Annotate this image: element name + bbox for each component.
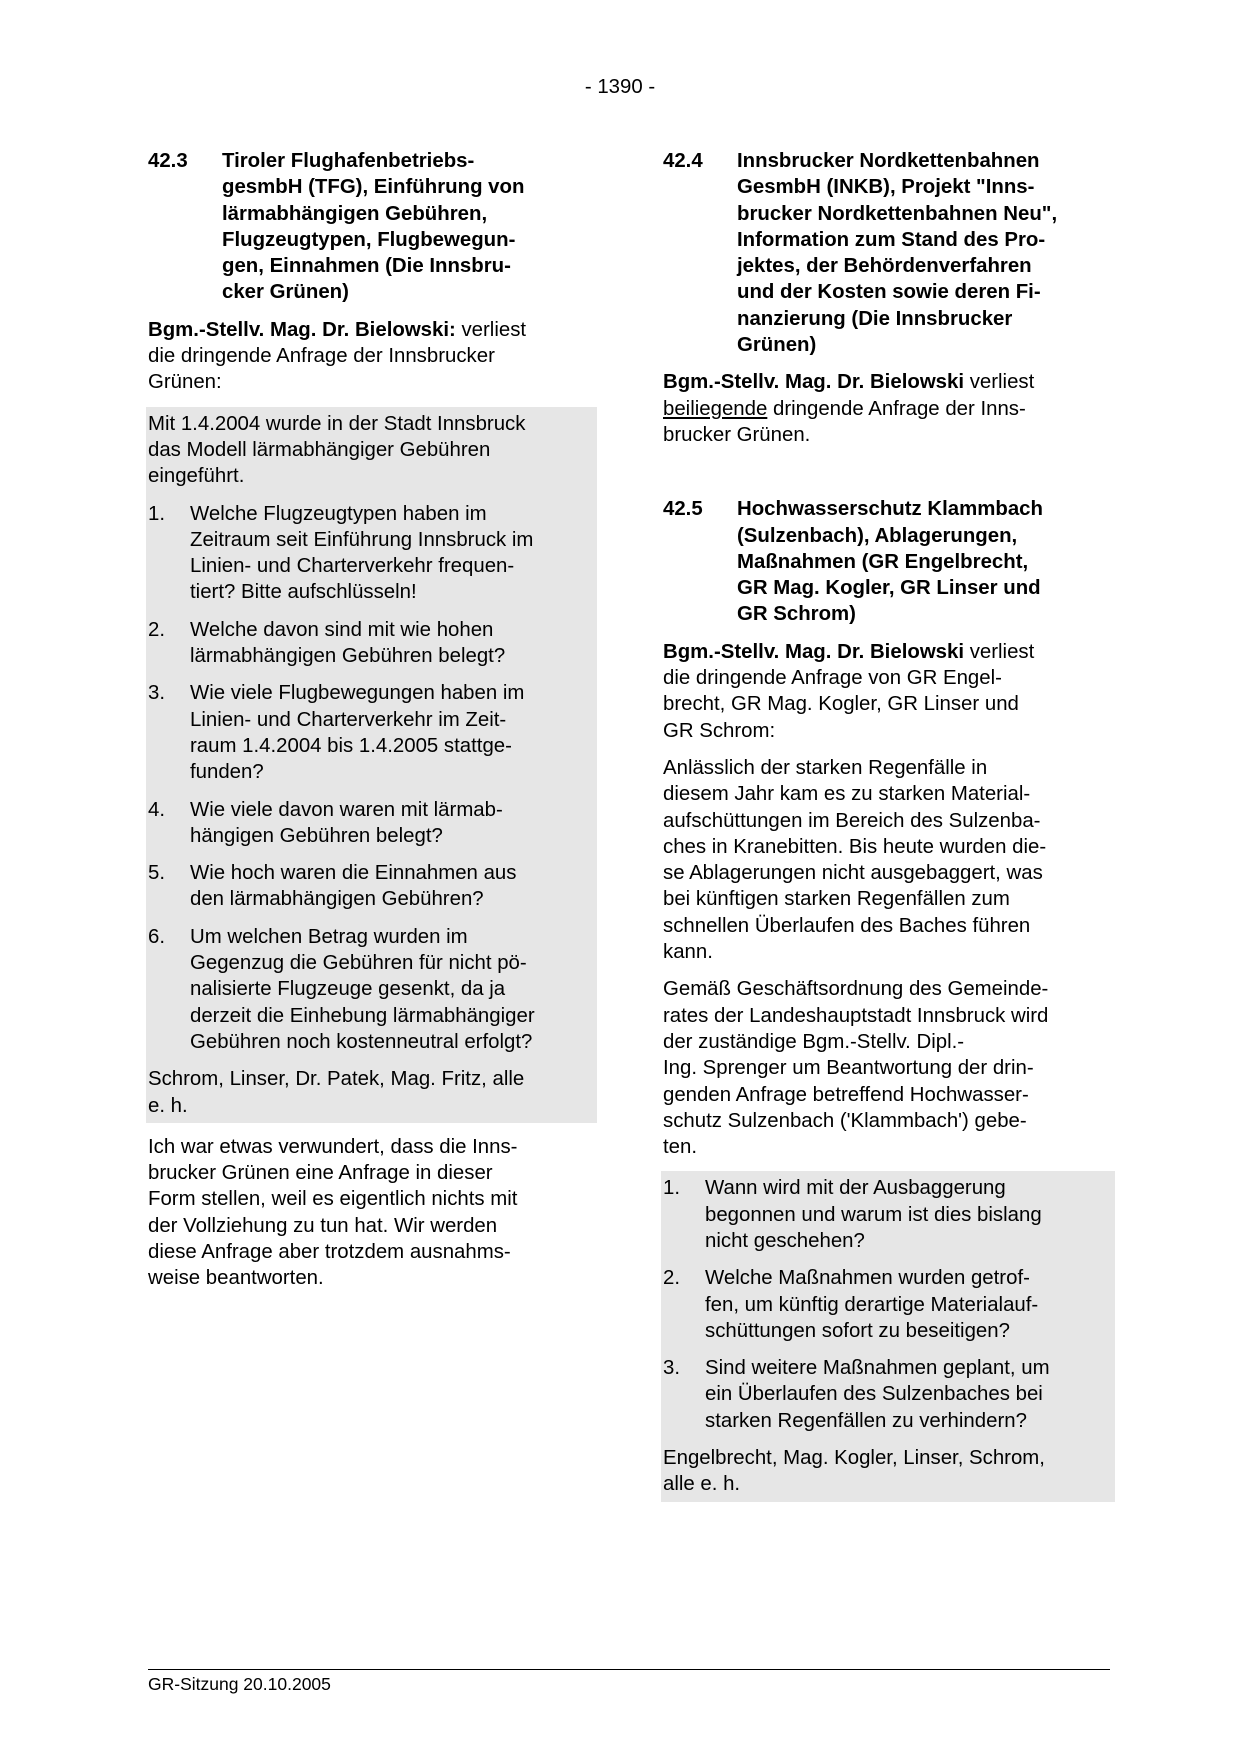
question-number: 3.: [148, 682, 166, 705]
inquiry-intro: Mit 1.4.2004 wurde in der Stadt Innsbruck das Modell lärmabhängiger Gebühren eingeführt.: [148, 412, 526, 488]
question-text: Welche Flugzeugtypen haben im Zeitraum seit Einführung Innsbruck im Linien- und Charterverkehr frequen- tiert? Bitte aufschlüsseln!: [190, 502, 534, 604]
question-number: 1.: [148, 502, 166, 525]
page-number: - 1390 -: [584, 76, 656, 98]
question-text: Wie viele Flugbewegungen haben im Linien- und Charterverkehr im Zeit- raum 1.4.2004 bis 1.4.2005 stattge- funden?: [190, 682, 525, 784]
section-heading-42-5: [663, 496, 1111, 627]
question-item: [148, 924, 593, 1055]
intro-paragraph: Bgm.-Stellv. Mag. Dr. Bielowski verliest beiliegende dringende Anfrage der Inns- brucker Grünen.: [663, 371, 1035, 446]
question-item: [148, 860, 593, 913]
question-text: Welche davon sind mit wie hohen lärmabhängigen Gebühren belegt?: [190, 618, 506, 668]
speaker-name: Bgm.-Stellv. Mag. Dr. Bielowski:: [148, 318, 456, 341]
underlined-word: beiliegende: [663, 397, 768, 420]
question-number: 6.: [148, 925, 166, 948]
section-number: 42.5: [663, 498, 703, 521]
right-column: [663, 148, 1111, 1513]
section-title: Hochwasserschutz Klammbach (Sulzenbach), Ablagerungen, Maßnahmen (GR Engelbrecht, GR Mag. Kogler, GR Linser und GR Schrom): [737, 498, 1043, 626]
section-title: Innsbrucker Nordkettenbahnen GesmbH (INKB), Projekt "Inns- brucker Nordkettenbahnen Neu", Information zum Stand des Pro- jektes, der Behördenverfahren und der Kosten sowie deren Fi- nanzierung (Die Innsbrucker Grünen): [737, 150, 1058, 357]
section-title: Tiroler Flughafenbetriebs- gesmbH (TFG), Einführung von lärmabhängigen Gebühren, Flugzeugtypen, Flugbewegun- gen, Einnahmen (Die Innsbru- cker Grünen): [222, 150, 525, 304]
question-text: Wie hoch waren die Einnahmen aus den lärmabhängigen Gebühren?: [190, 862, 517, 911]
section-number: 42.3: [148, 150, 188, 172]
question-number: 5.: [148, 862, 166, 885]
question-item: [148, 797, 593, 850]
question-text: Wann wird mit der Ausbaggerung begonnen und warum ist dies bislang nicht geschehen?: [705, 1177, 1042, 1252]
question-number: 2.: [663, 1267, 681, 1290]
left-column: [148, 148, 593, 1303]
question-text: Um welchen Betrag wurden im Gegenzug die Gebühren für nicht pö- nalisierte Flugzeuge gesenkt, da ja derzeit die Einhebung lärmabhängiger Gebühren noch kostenneutral erfolgt?: [190, 925, 535, 1053]
question-number: 4.: [148, 798, 166, 821]
answer-paragraph: Ich war etwas verwundert, dass die Inns- brucker Grünen eine Anfrage in dieser Form stellen, weil es eigentlich nichts mit der Vollziehung zu tun hat. Wir werden diese Anfrage aber trotzdem ausnahms- weise beantworten.: [148, 1135, 518, 1290]
section-heading-42-3: [148, 148, 593, 306]
question-number: 3.: [663, 1357, 681, 1380]
question-item: [663, 1355, 1111, 1434]
section-heading-42-4: [663, 148, 1111, 358]
inquiry-paragraph: Anlässlich der starken Regenfälle in diesem Jahr kam es zu starken Material- aufschüttungen im Bereich des Sulzenba- ches in Kranebitten. Bis heute wurden die- se Ablagerungen nicht ausgebaggert, was bei künftigen starken Regenfällen zum schnellen Überlaufen des Baches führen kann.: [663, 756, 1047, 964]
speaker-name: Bgm.-Stellv. Mag. Dr. Bielowski: [663, 640, 965, 663]
inquiry-paragraph: Gemäß Geschäftsordnung des Gemeinde- rates der Landeshauptstadt Innsbruck wird der zuständige Bgm.-Stellv. Dipl.- Ing. Sprenger um Beantwortung der drin- genden Anfrage betreffend Hochwasser- schutz Sulzenbach ('Klammbach') gebe- ten.: [663, 978, 1049, 1159]
question-text: Wie viele davon waren mit lärmab- hängigen Gebühren belegt?: [190, 798, 503, 847]
inquiry-box: [146, 407, 597, 1123]
section-spacer: [663, 459, 1111, 496]
question-item: [663, 1265, 1111, 1344]
signatures: Engelbrecht, Mag. Kogler, Linser, Schrom, alle e. h.: [663, 1447, 1045, 1496]
section-number: 42.4: [663, 150, 703, 172]
question-text: Welche Maßnahmen wurden getrof- fen, um künftig derartige Materialauf- schüttungen sofort zu beseitigen?: [705, 1267, 1039, 1342]
question-item: [148, 680, 593, 785]
question-number: 2.: [148, 618, 166, 641]
intro-paragraph: Bgm.-Stellv. Mag. Dr. Bielowski verliest die dringende Anfrage von GR Engel- brecht, GR Mag. Kogler, GR Linser und GR Schrom:: [663, 640, 1035, 742]
question-item: [663, 1175, 1111, 1254]
speaker-name: Bgm.-Stellv. Mag. Dr. Bielowski: [663, 371, 965, 394]
footer-session-date: GR-Sitzung 20.10.2005: [148, 1674, 331, 1694]
footer-divider: [148, 1669, 1110, 1670]
intro-paragraph: Bgm.-Stellv. Mag. Dr. Bielowski: verliest die dringende Anfrage der Innsbrucker Grünen:: [148, 318, 527, 394]
question-item: [148, 617, 593, 670]
question-text: Sind weitere Maßnahmen geplant, um ein Überlaufen des Sulzenbaches bei starken Regenfällen zu verhindern?: [705, 1357, 1050, 1432]
question-item: [148, 501, 593, 606]
question-number: 1.: [663, 1177, 681, 1200]
signatures: Schrom, Linser, Dr. Patek, Mag. Fritz, alle e. h.: [148, 1068, 525, 1117]
inquiry-box: [661, 1171, 1115, 1501]
